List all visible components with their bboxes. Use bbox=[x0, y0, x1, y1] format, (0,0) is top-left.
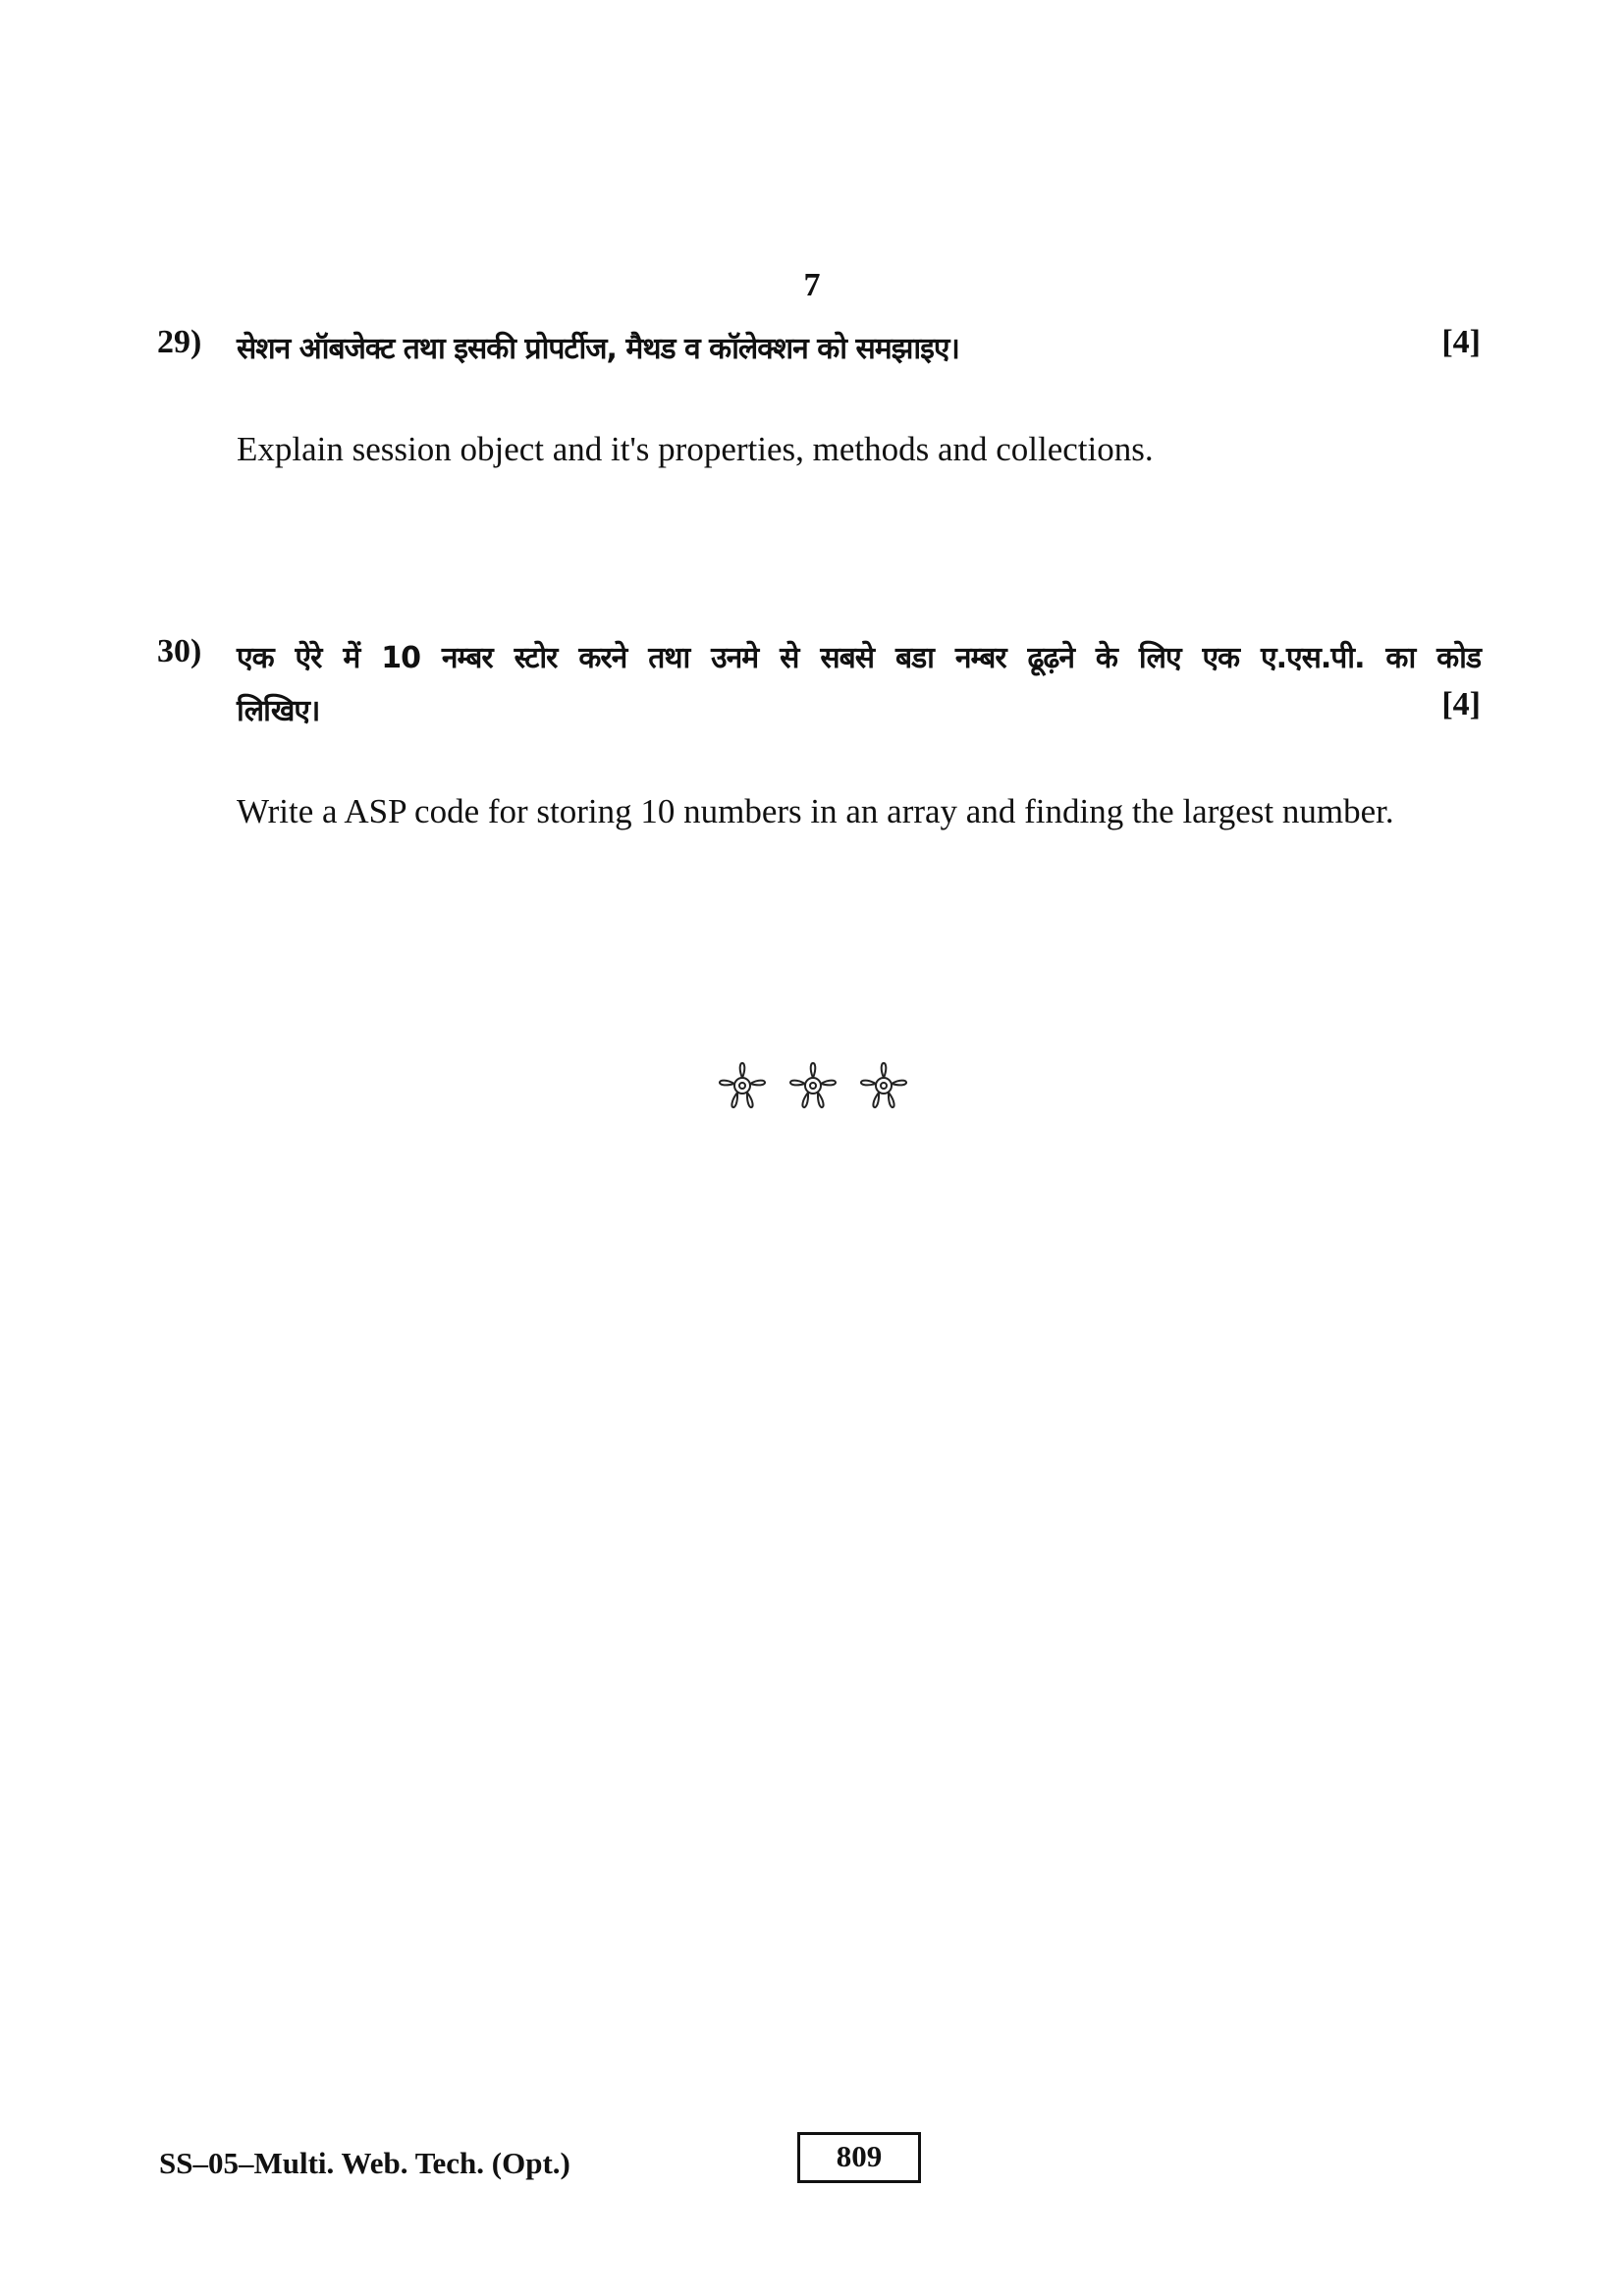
footer-subject: SS–05–Multi. Web. Tech. (Opt.) bbox=[159, 2146, 570, 2180]
paper-code-box: 809 bbox=[797, 2132, 921, 2183]
question-number: 29) bbox=[157, 324, 202, 360]
flower-icon bbox=[853, 1055, 914, 1116]
question-number: 30) bbox=[157, 633, 202, 669]
question-text-english: Write a ASP code for storing 10 numbers in an array and finding the largest number. bbox=[237, 792, 1394, 830]
end-ornament bbox=[712, 1055, 914, 1116]
flower-icon bbox=[783, 1055, 843, 1116]
flower-icon bbox=[712, 1055, 773, 1116]
question-text-hindi: एक ऐरे में 10 नम्बर स्टोर करने तथा उनमे से सबसे बडा नम्बर ढूढ़ने के लिए एक ए.एस.पी. का कोड bbox=[237, 641, 1481, 675]
question-text-english: Explain session object and it's properties, methods and collections. bbox=[237, 430, 1154, 468]
question-text-hindi: सेशन ऑबजेक्ट तथा इसकी प्रोपर्टीज, मैथड व कॉलेक्शन को समझाइए। bbox=[237, 332, 959, 366]
question-marks: [4] bbox=[1441, 324, 1481, 360]
question-text-hindi-continued: लिखिए। bbox=[237, 694, 320, 728]
page-number: 7 bbox=[803, 267, 821, 303]
question-marks: [4] bbox=[1441, 686, 1481, 722]
